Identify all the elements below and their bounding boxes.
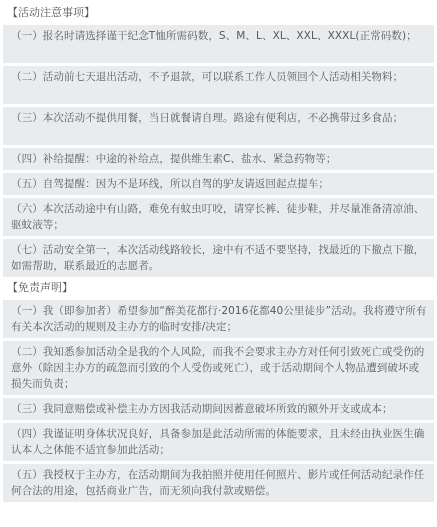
notice-item-4: （四）补给提醒：中途的补给点，提供维生素C、盐水、紧急药物等；: [3, 148, 434, 170]
disclaimer-item-2: （二）我知悉参加活动全是我的个人风险，而我不会要求主办方对任何引致死亡或受伤的意外（除因主办方的疏忽而引致的个人受伤或死亡），或于活动期间个人物品遭到破坏或损失而负责；: [3, 341, 434, 395]
disclaimer-item-3: （三）我同意赔偿或补偿主办方因我活动期间因蓄意破坏所致的额外开支或成本；: [3, 398, 434, 420]
notice-item-3: （三）本次活动不提供用餐，当日就餐请自理。路途有便利店，不必携带过多食品；: [3, 107, 434, 145]
notice-item-7: （七）活动安全第一，本次活动线路较长，途中有不适不要坚持，找最近的下撤点下撤，如需帮助，联系最近的志愿者。: [3, 239, 434, 277]
notice-item-5: （五）自驾提醒：因为不是环线，所以自驾的驴友请返回起点提车；: [3, 173, 434, 195]
disclaimer-item-1: （一）我（即参加者）希望参加“醉美花都行·2016花都40公里徒步”活动。我将遵守所有有关本次活动的规则及主办方的临时安排/决定；: [3, 300, 434, 338]
disclaimer-title: 【免责声明】: [7, 281, 73, 294]
notice-title: 【活动注意事项】: [7, 6, 95, 19]
notice-item-6: （六）本次活动途中有山路，难免有蚊虫叮咬，请穿长裤、徒步鞋，并尽量准备清凉油、驱蚊液等；: [3, 198, 434, 236]
notice-item-1: （一）报名时请选择谨干纪念T恤所需码数，S、M、L、XL、XXL、XXXL(正常码数)；: [3, 25, 434, 63]
disclaimer-item-5: （五）我授权于主办方，在活动期间为我拍照并使用任何照片、影片或任何活动纪录作任何合法的用途，包括商业广告，而无须向我付款或赔偿。: [3, 464, 434, 502]
notice-item-2: （二）活动前七天退出活动，不予退款，可以联系工作人员领回个人活动相关物料；: [3, 66, 434, 104]
disclaimer-item-4: （四）我谨证明身体状况良好，具备参加是此活动所需的体能要求，且未经由执业医生确认本人之体能不适宜参加此活动；: [3, 423, 434, 461]
